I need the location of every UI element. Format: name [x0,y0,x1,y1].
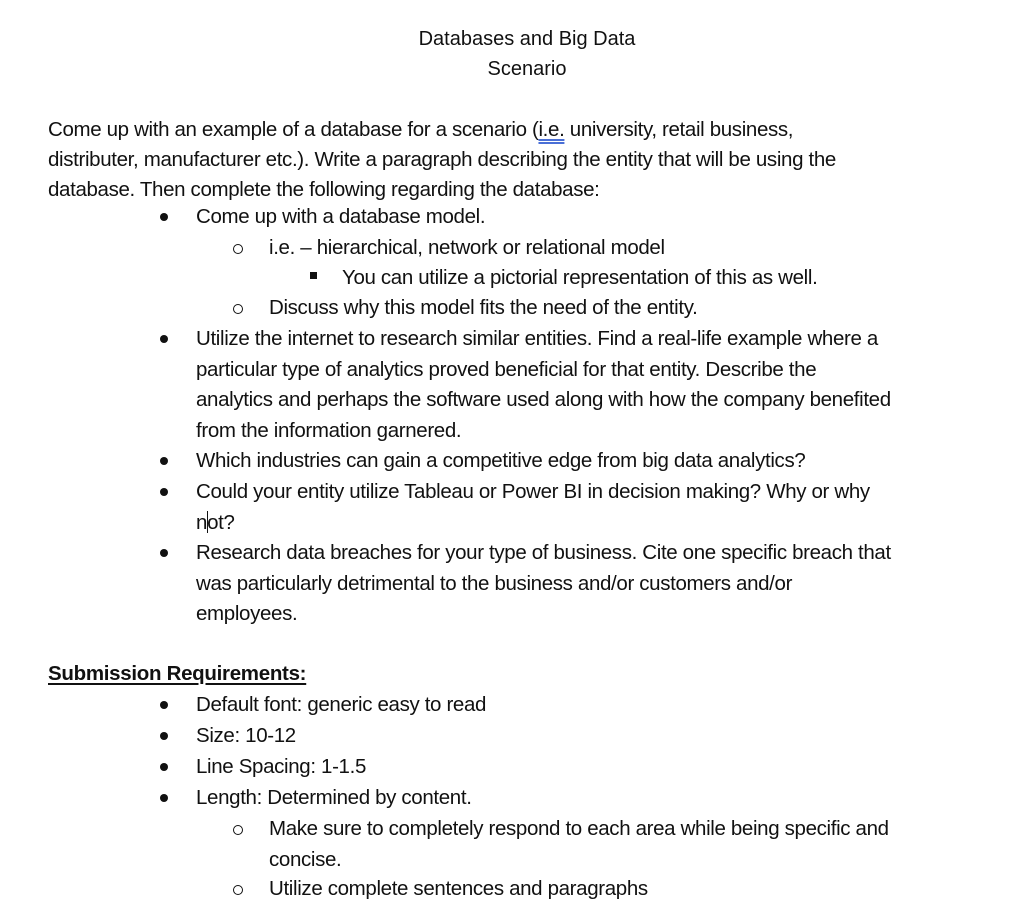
requirement-length-sub-1-line: Make sure to completely respond to each area while being specific and [269,817,889,840]
circle-bullet-icon [233,885,243,895]
intro-line-1 [48,115,988,145]
requirement-length-sub-2: Utilize complete sentences and paragraphs [269,877,648,900]
document-subtitle: Scenario [487,58,567,80]
task-item-5 [196,538,891,630]
requirement-length: Length: Determined by content. [196,786,472,809]
task-item-2-line: analytics and perhaps the software used along with how the company benefited [196,388,891,411]
task-item-1-sub-2: Discuss why this model fits the need of the entity. [269,296,698,319]
bullet-icon [160,213,168,221]
circle-bullet-icon [233,244,243,254]
task-item-4-line-1: Could your entity utilize Tableau or Power BI in decision making? Why or why [196,480,870,503]
bullet-icon [160,549,168,557]
requirement-length-sub-1-line: concise. [269,847,342,871]
task-item-2-line: particular type of analytics proved beneficial for that entity. Describe the [196,357,817,381]
task-item-4-text-a: n [196,510,208,534]
square-bullet-icon [310,272,317,279]
requirement-length-sub-1 [269,814,889,875]
submission-heading: Submission Requirements: [48,662,307,685]
bullet-icon [160,335,168,343]
task-item-5-line: Research data breaches for your type of business. Cite one specific breach that [196,541,891,564]
task-item-4-text-b: ot? [207,510,235,534]
intro-line-3: database. Then complete the following regarding the database: [48,178,600,201]
circle-bullet-icon [233,304,243,314]
requirement-line-spacing: Line Spacing: 1-1.5 [196,755,367,778]
ie-flagged-word: i.e. [538,118,565,141]
task-item-4 [196,477,870,538]
task-item-2 [196,324,891,446]
task-item-2-line: Utilize the internet to research similar entities. Find a real-life example where a [196,327,878,350]
bullet-icon [160,794,168,802]
task-item-1: Come up with a database model. [196,205,486,228]
bullet-icon [160,732,168,740]
circle-bullet-icon [233,825,243,835]
bullet-icon [160,457,168,465]
task-item-2-line: from the information garnered. [196,418,462,442]
requirement-font: Default font: generic easy to read [196,693,487,716]
intro-paragraph [48,115,988,205]
bullet-icon [160,488,168,496]
task-item-5-line: was particularly detrimental to the business and/or customers and/or [196,571,793,595]
intro-line-1-end: university, retail business, [564,118,794,141]
intro-line-1-start: Come up with an example of a database for a scenario ( [48,118,539,141]
document-title: Databases and Big Data [418,28,636,50]
intro-line-2: distributer, manufacturer etc.). Write a paragraph describing the entity that will be using the [48,148,836,171]
requirement-size: Size: 10-12 [196,724,296,747]
bullet-icon [160,701,168,709]
task-item-4-line-2 [196,508,870,539]
task-item-5-line: employees. [196,602,298,625]
task-item-3: Which industries can gain a competitive edge from big data analytics? [196,449,806,472]
task-item-1-sub-1-detail: You can utilize a pictorial representation of this as well. [342,266,818,289]
bullet-icon [160,763,168,771]
task-item-1-sub-1: i.e. – hierarchical, network or relational model [269,236,665,259]
